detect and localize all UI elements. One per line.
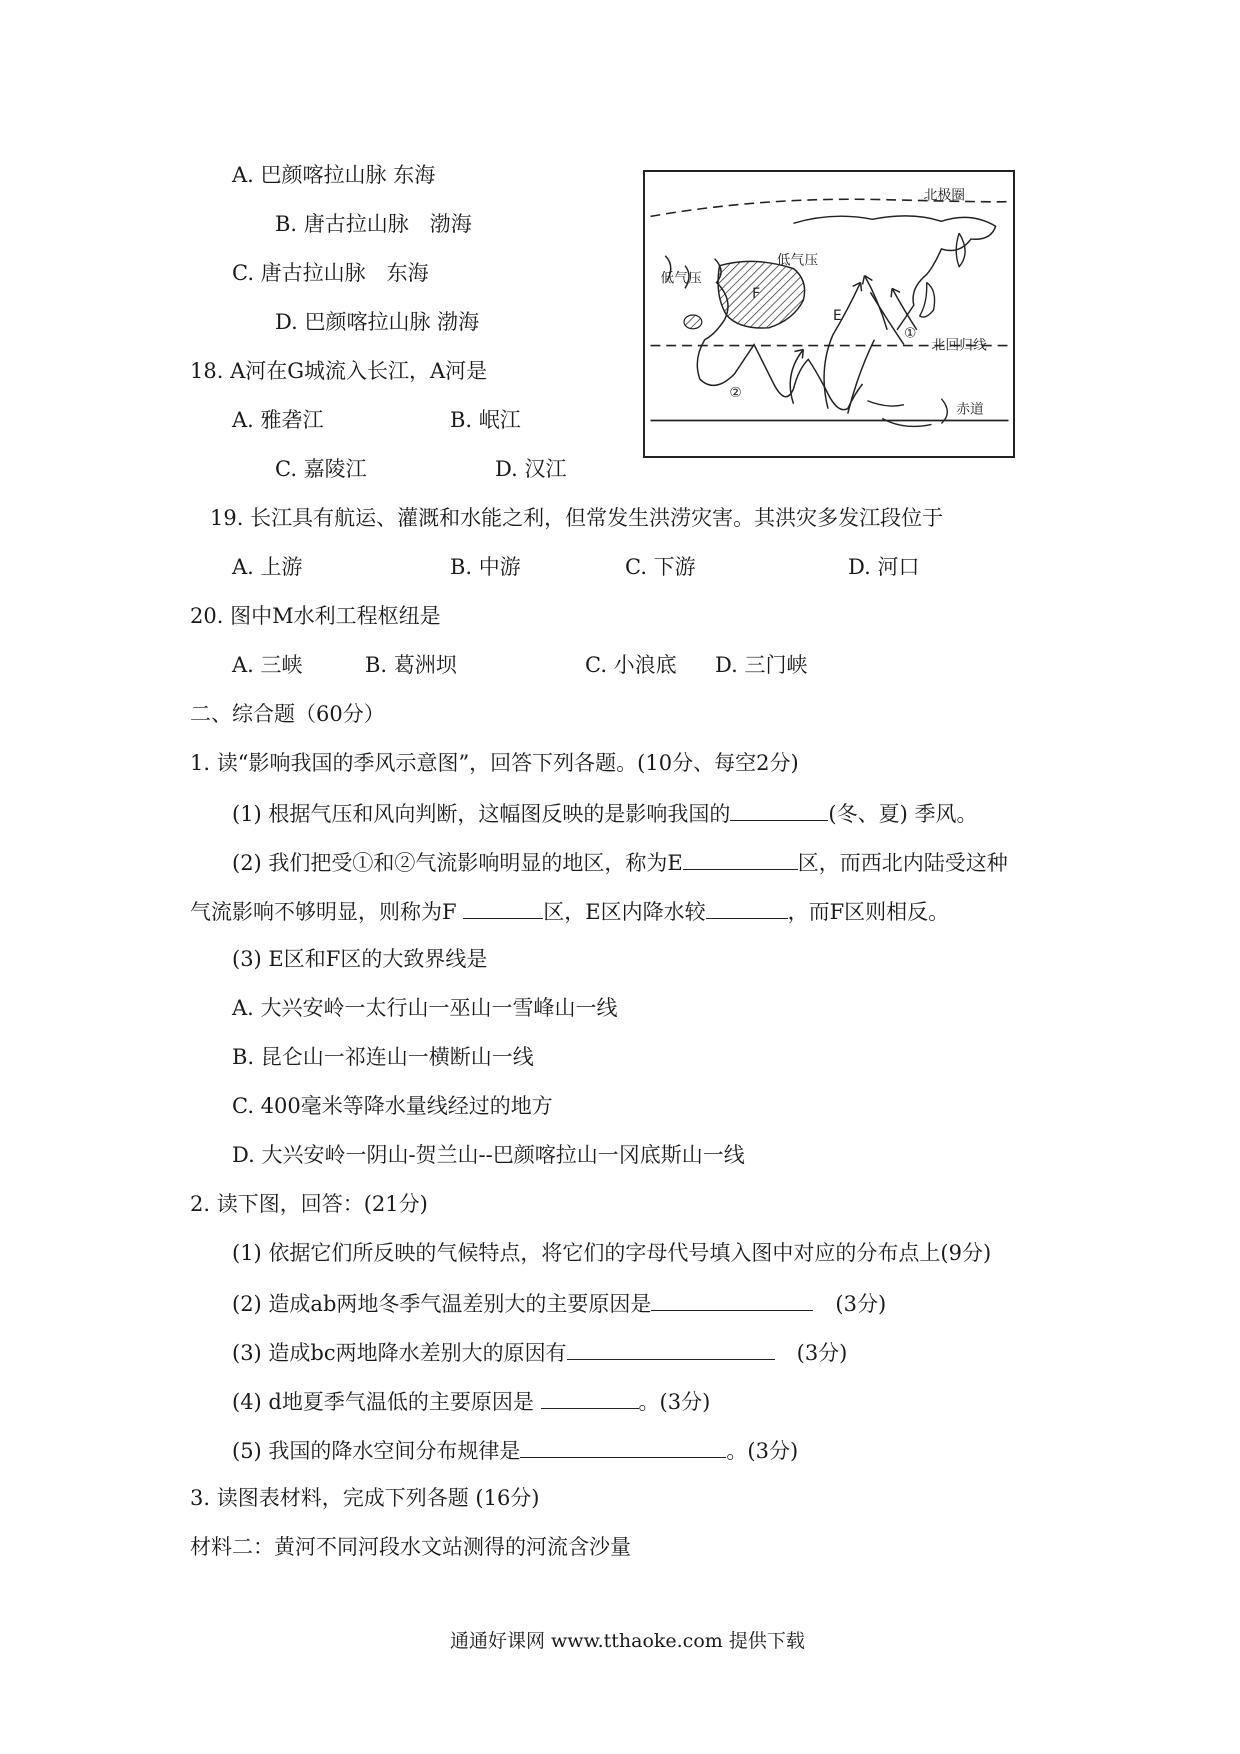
q19-stem: 19. 长江具有航运、灌溉和水能之利，但常发生洪涝灾害。其洪灾多发江段位于 bbox=[210, 506, 944, 530]
q20-option-a: A. 三峡 bbox=[232, 653, 303, 677]
low-pressure-label-2: 低气压 bbox=[660, 270, 702, 287]
q18-stem: 18. A河在G城流入长江，A河是 bbox=[190, 359, 488, 383]
c2-part-3 bbox=[232, 1341, 847, 1364]
c1-blank-2[interactable] bbox=[683, 851, 798, 870]
c2-part-4-text-b: 。(3分) bbox=[638, 1390, 711, 1414]
c2-stem: 2. 读下图，回答：(21分) bbox=[190, 1192, 428, 1216]
q18-option-d: D. 汉江 bbox=[495, 457, 567, 481]
c1-part-1 bbox=[232, 802, 977, 825]
page-footer: 通通好课网 www.tthaoke.com 提供下载 bbox=[450, 1630, 805, 1652]
c2-part-5-text-a: (5) 我国的降水空间分布规律是 bbox=[232, 1439, 521, 1463]
q17-option-a: A. 巴颜喀拉山脉 东海 bbox=[232, 163, 436, 187]
q19-option-a: A. 上游 bbox=[232, 555, 303, 579]
c2-blank-5[interactable] bbox=[520, 1439, 726, 1458]
q20-option-b: B. 葛洲坝 bbox=[365, 653, 457, 677]
c2-part-2 bbox=[232, 1292, 886, 1315]
asia-north-coast bbox=[794, 216, 996, 330]
q18-option-a: A. 雅砻江 bbox=[232, 408, 324, 432]
flow-1-label: ① bbox=[903, 325, 917, 342]
c2-blank-2[interactable] bbox=[651, 1292, 813, 1311]
c2-part-5 bbox=[232, 1439, 798, 1462]
equator-label: 赤道 bbox=[956, 401, 984, 418]
c1-part-3: (3) E区和F区的大致界线是 bbox=[232, 947, 488, 971]
tropic-label: 北回归线 bbox=[931, 337, 987, 354]
c2-part-4 bbox=[232, 1390, 710, 1413]
q19-option-d: D. 河口 bbox=[848, 555, 920, 579]
q19-option-c: C. 下游 bbox=[625, 555, 696, 579]
c2-part-2-text-a: (2) 造成ab两地冬季气温差别大的主要原因是 bbox=[232, 1292, 652, 1316]
c1-option-c: C. 400毫米等降水量线经过的地方 bbox=[232, 1094, 553, 1118]
region-f-hatched bbox=[718, 261, 805, 328]
arctic-circle-label: 北极圈 bbox=[923, 187, 966, 204]
q18-option-c: C. 嘉陵江 bbox=[275, 457, 367, 481]
c1-part-1-text-b: (冬、夏) 季风。 bbox=[828, 802, 978, 826]
low-pressure-2-marker bbox=[684, 315, 702, 329]
c1-part-2-text-b: 区，而西北内陆受这种 bbox=[797, 851, 1008, 875]
c1-option-a: A. 大兴安岭一太行山一巫山一雪峰山一线 bbox=[232, 996, 618, 1020]
q17-option-d: D. 巴颜喀拉山脉 渤海 bbox=[275, 310, 480, 334]
c2-part-3-text-a: (3) 造成bc两地降水差别大的原因有 bbox=[232, 1341, 567, 1365]
c1-part-2-text-a: (2) 我们把受①和②气流影响明显的地区，称为E bbox=[232, 851, 683, 875]
se-asia-islands bbox=[867, 399, 947, 427]
q20-stem: 20. 图中M水利工程枢纽是 bbox=[190, 604, 441, 628]
c2-part-5-text-b: 。(3分) bbox=[726, 1439, 799, 1463]
c2-part-2-text-b: (3分) bbox=[835, 1292, 887, 1316]
c3-material: 材料二：黄河不同河段水文站测得的河流含沙量 bbox=[190, 1535, 631, 1559]
c1-part-2-cont-text-c: ，而F区则相反。 bbox=[787, 900, 950, 924]
c1-part-2 bbox=[232, 851, 1008, 874]
c2-blank-4[interactable] bbox=[541, 1390, 639, 1409]
monsoon-map-svg bbox=[645, 172, 1013, 456]
c1-blank-1[interactable] bbox=[730, 802, 828, 821]
c1-option-d: D. 大兴安岭一阴山-贺兰山--巴颜喀拉山一冈底斯山一线 bbox=[232, 1143, 745, 1167]
q19-option-b: B. 中游 bbox=[450, 555, 521, 579]
monsoon-map-figure bbox=[643, 170, 1015, 458]
region-f-label: F bbox=[752, 286, 761, 303]
c1-blank-4[interactable] bbox=[706, 900, 788, 919]
c1-part-1-text-a: (1) 根据气压和风向判断，这幅图反映的是影响我国的 bbox=[232, 802, 731, 826]
c1-part-2-cont-text-b: 区，E区内降水较 bbox=[543, 900, 706, 924]
c3-stem: 3. 读图表材料，完成下列各题 (16分) bbox=[190, 1486, 540, 1510]
c1-option-b: B. 昆仑山一祁连山一横断山一线 bbox=[232, 1045, 534, 1069]
c1-blank-3[interactable] bbox=[463, 900, 543, 919]
c1-stem: 1. 读“影响我国的季风示意图”，回答下列各题。(10分、每空2分) bbox=[190, 751, 799, 775]
c2-part-1: (1) 依据它们所反映的气候特点，将它们的字母代号填入图中对应的分布点上(9分) bbox=[232, 1241, 992, 1265]
flow-2-label: ② bbox=[729, 384, 742, 401]
q20-option-c: C. 小浪底 bbox=[585, 653, 677, 677]
c2-part-3-text-b: (3分) bbox=[796, 1341, 848, 1365]
q18-option-b: B. 岷江 bbox=[450, 408, 521, 432]
c2-blank-3[interactable] bbox=[567, 1341, 775, 1360]
japan-shape bbox=[920, 282, 935, 317]
low-pressure-label-1: 低气压 bbox=[776, 252, 819, 269]
section-2-title: 二、综合题（60分） bbox=[190, 702, 385, 726]
c2-part-4-text-a: (4) d地夏季气温低的主要原因是 bbox=[232, 1390, 541, 1414]
region-e-label: E bbox=[832, 307, 842, 324]
q20-option-d: D. 三门峡 bbox=[715, 653, 808, 677]
q17-option-c: C. 唐古拉山脉 东海 bbox=[232, 261, 429, 285]
c1-part-2-cont-text-a: 气流影响不够明显，则称为F bbox=[190, 900, 464, 924]
q17-option-b: B. 唐古拉山脉 渤海 bbox=[275, 212, 472, 236]
c1-part-2-cont bbox=[190, 900, 949, 923]
monsoon-arrows bbox=[790, 276, 917, 414]
